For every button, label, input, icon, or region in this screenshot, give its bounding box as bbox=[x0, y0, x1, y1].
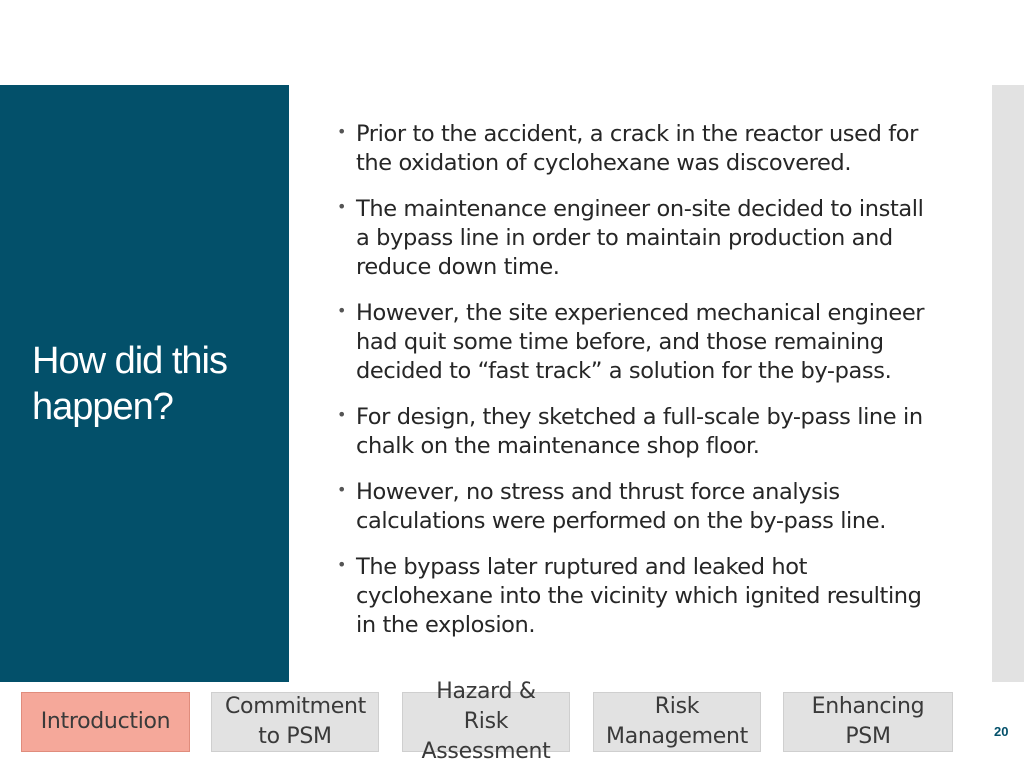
nav-enhancing-psm[interactable] bbox=[783, 692, 953, 752]
bullet-list bbox=[334, 120, 934, 657]
bullet-item bbox=[334, 553, 934, 640]
bullet-icon: • bbox=[337, 480, 347, 499]
nav-introduction[interactable] bbox=[21, 692, 190, 752]
bullet-text: However, the site experienced mechanical engineer had quit some time before, and those remaining decided to “fast track” a solution for the by-pass. bbox=[356, 300, 925, 384]
slide-title: How did this happen? bbox=[32, 340, 227, 428]
nav-label: Hazard & Risk Assessment bbox=[421, 679, 551, 764]
bullet-item bbox=[334, 478, 934, 536]
bullet-text: For design, they sketched a full-scale by-pass line in chalk on the maintenance shop floor. bbox=[356, 404, 923, 459]
bullet-item bbox=[334, 120, 934, 178]
bullet-icon: • bbox=[337, 197, 347, 216]
nav-label: Enhancing PSM bbox=[811, 694, 925, 749]
bullet-text: The maintenance engineer on-site decided to install a bypass line in order to maintain production and reduce down time. bbox=[356, 196, 924, 280]
page-number: 20 bbox=[994, 724, 1009, 739]
bullet-item bbox=[334, 299, 934, 386]
bullet-text: The bypass later ruptured and leaked hot cyclohexane into the vicinity which ignited resulting in the explosion. bbox=[356, 554, 922, 638]
nav-label: Introduction bbox=[40, 709, 171, 734]
nav-label: Commitment to PSM bbox=[225, 694, 366, 749]
bullet-icon: • bbox=[337, 301, 347, 320]
bullet-icon: • bbox=[337, 122, 347, 141]
nav-commitment-to-psm[interactable] bbox=[211, 692, 379, 752]
bullet-text: Prior to the accident, a crack in the reactor used for the oxidation of cyclohexane was discovered. bbox=[356, 121, 918, 176]
bullet-icon: • bbox=[337, 555, 347, 574]
bullet-item bbox=[334, 195, 934, 282]
nav-risk-management[interactable] bbox=[593, 692, 761, 752]
bullet-icon: • bbox=[337, 405, 347, 424]
nav-hazard-risk-assessment[interactable] bbox=[402, 679, 570, 764]
nav-label: Risk Management bbox=[606, 694, 748, 749]
bullet-item bbox=[334, 403, 934, 461]
bullet-text: However, no stress and thrust force analysis calculations were performed on the by-pass line. bbox=[356, 479, 886, 534]
right-scroll-strip bbox=[992, 85, 1024, 682]
